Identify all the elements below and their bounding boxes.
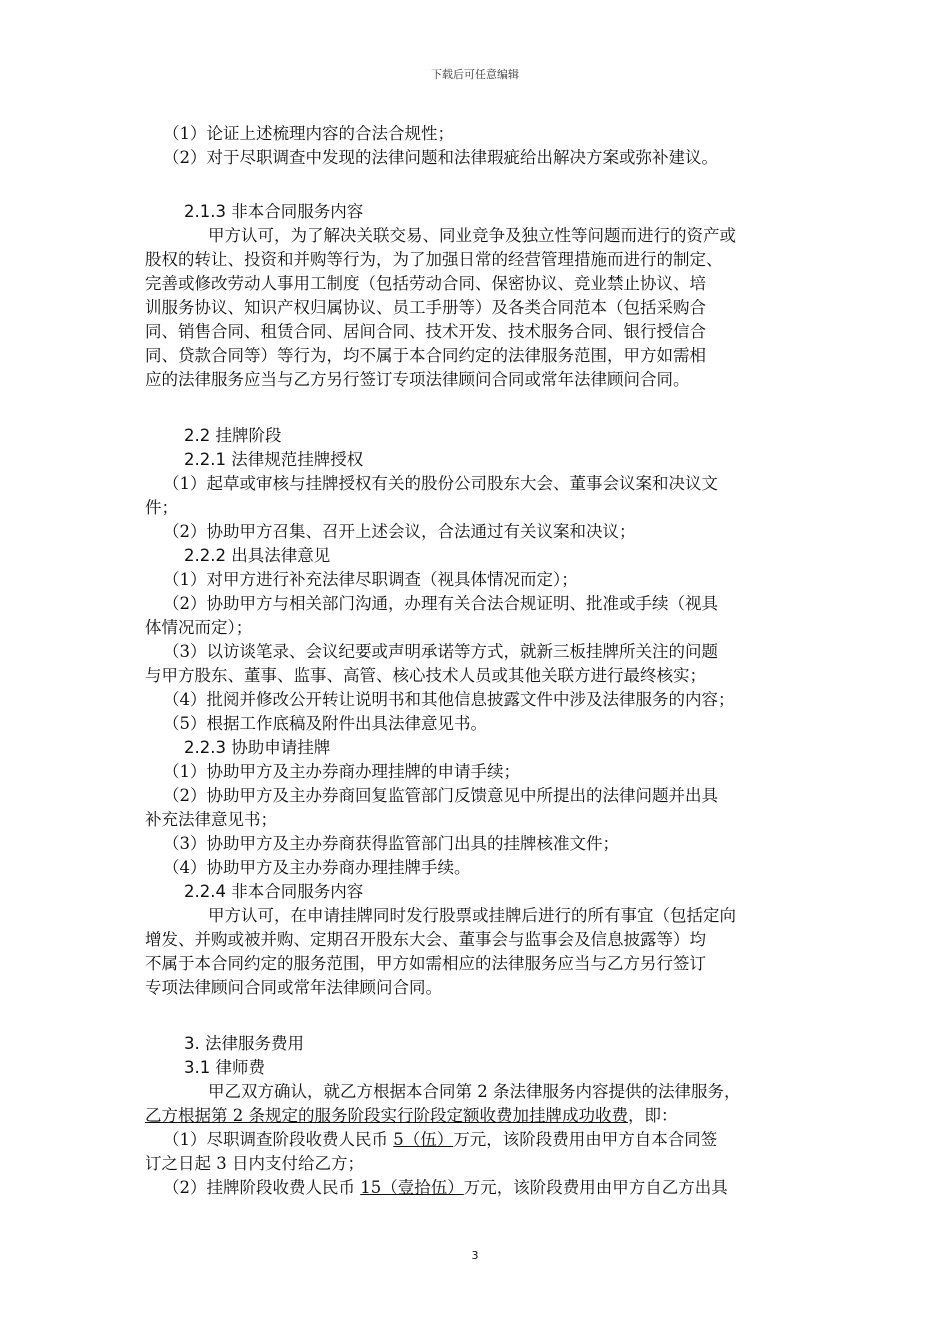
page-header: 下载后可任意编辑 bbox=[431, 68, 519, 81]
paragraph-line: 同、贷款合同等）等行为，均不属于本合同约定的法律服务范围，甲方如需相 bbox=[145, 346, 706, 365]
page-number: 3 bbox=[471, 1249, 479, 1262]
fee-amount: 15（壹拾伍） bbox=[360, 1178, 464, 1197]
paragraph-line: 甲乙双方确认，就乙方根据本合同第 2 条法律服务内容提供的法律服务， bbox=[208, 1082, 741, 1101]
list-item: （2）协助甲方及主办券商回复监管部门反馈意见中所提出的法律问题并出具 bbox=[163, 786, 718, 805]
list-item: （1）对甲方进行补充法律尽职调查（视具体情况而定）； bbox=[163, 570, 578, 589]
item-prefix: （1）尽职调查阶段收费人民币 bbox=[163, 1130, 394, 1149]
section-heading: 3. 法律服务费用 bbox=[184, 1034, 304, 1053]
fee-amount: 5（伍） bbox=[393, 1130, 454, 1149]
paragraph-line bbox=[0, 1104, 950, 1128]
list-item bbox=[0, 1128, 950, 1152]
paragraph-line: 专项法律顾问合同或常年法律顾问合同。 bbox=[145, 978, 442, 997]
list-item: 补充法律意见书； bbox=[145, 810, 277, 829]
item-suffix: 万元，该阶段费用由甲方自乙方出具 bbox=[463, 1178, 728, 1197]
paragraph-line: 甲方认可，在申请挂牌同时发行股票或挂牌后进行的所有事宜（包括定向 bbox=[208, 906, 736, 925]
list-item: 与甲方股东、董事、监事、高管、核心技术人员或其他关联方进行最终核实； bbox=[145, 666, 706, 685]
list-item: （4）批阅并修改公开转让说明书和其他信息披露文件中涉及法律服务的内容； bbox=[163, 690, 735, 709]
list-item: （2）协助甲方与相关部门沟通，办理有关合法合规证明、批准或手续（视具 bbox=[163, 594, 718, 613]
subsection-heading: 2.2.4 非本合同服务内容 bbox=[184, 882, 364, 901]
list-item: （5）根据工作底稿及附件出具法律意见书。 bbox=[163, 714, 487, 733]
section-heading: 2.1.3 非本合同服务内容 bbox=[184, 202, 364, 221]
paragraph-line: 训服务协议、知识产权归属协议、员工手册等）及各类合同范本（包括采购合 bbox=[145, 298, 706, 317]
underlined-clause: 乙方根据第 2 条规定的服务阶段实行阶段定额收费加挂牌成功收费 bbox=[145, 1106, 628, 1125]
subsection-heading: 2.2.3 协助申请挂牌 bbox=[184, 738, 331, 757]
list-item: （4）协助甲方及主办券商办理挂牌手续。 bbox=[163, 858, 471, 877]
list-item bbox=[0, 1176, 950, 1200]
list-item: （3）以访谈笔录、会议纪要或声明承诺等方式，就新三板挂牌所关注的问题 bbox=[163, 642, 718, 661]
list-item: 订之日起 3 日内支付给乙方； bbox=[145, 1154, 364, 1173]
section-heading: 2.2 挂牌阶段 bbox=[184, 426, 282, 445]
list-item: （2）对于尽职调查中发现的法律问题和法律瑕疵给出解决方案或弥补建议。 bbox=[163, 148, 718, 167]
list-item: 件； bbox=[145, 498, 178, 517]
paragraph-line: 完善或修改劳动人事用工制度（包括劳动合同、保密协议、竞业禁止协议、培 bbox=[145, 274, 706, 293]
list-item: 体情况而定）； bbox=[145, 618, 253, 637]
subsection-heading: 2.2.1 法律规范挂牌授权 bbox=[184, 450, 364, 469]
list-item: （1）协助甲方及主办券商办理挂牌的申请手续； bbox=[163, 762, 520, 781]
item-prefix: （2）挂牌阶段收费人民币 bbox=[163, 1178, 361, 1197]
paragraph-line: 应的法律服务应当与乙方另行签订专项法律顾问合同或常年法律顾问合同。 bbox=[145, 370, 690, 389]
paragraph-line: 增发、并购或被并购、定期召开股东大会、董事会与监事会及信息披露等）均 bbox=[145, 930, 706, 949]
paragraph-line: 股权的转让、投资和并购等行为，为了加强日常的经营管理措施而进行的制定、 bbox=[145, 250, 723, 269]
paragraph-line: 同、销售合同、租赁合同、居间合同、技术开发、技术服务合同、银行授信合 bbox=[145, 322, 706, 341]
paragraph-line: 甲方认可，为了解决关联交易、同业竞争及独立性等问题而进行的资产或 bbox=[208, 226, 736, 245]
list-item: （2）协助甲方召集、召开上述会议，合法通过有关议案和决议； bbox=[163, 522, 636, 541]
subsection-heading: 3.1 律师费 bbox=[184, 1058, 265, 1077]
list-item: （1）起草或审核与挂牌授权有关的股份公司股东大会、董事会议案和决议文 bbox=[163, 474, 718, 493]
paragraph-line: 不属于本合同约定的服务范围，甲方如需相应的法律服务应当与乙方另行签订 bbox=[145, 954, 706, 973]
list-item: （1）论证上述梳理内容的合法合规性； bbox=[163, 124, 454, 143]
clause-tail: ，即： bbox=[628, 1106, 678, 1125]
list-item: （3）协助甲方及主办券商获得监管部门出具的挂牌核准文件； bbox=[163, 834, 619, 853]
item-suffix: 万元，该阶段费用由甲方自本合同签 bbox=[453, 1130, 718, 1149]
subsection-heading: 2.2.2 出具法律意见 bbox=[184, 546, 331, 565]
